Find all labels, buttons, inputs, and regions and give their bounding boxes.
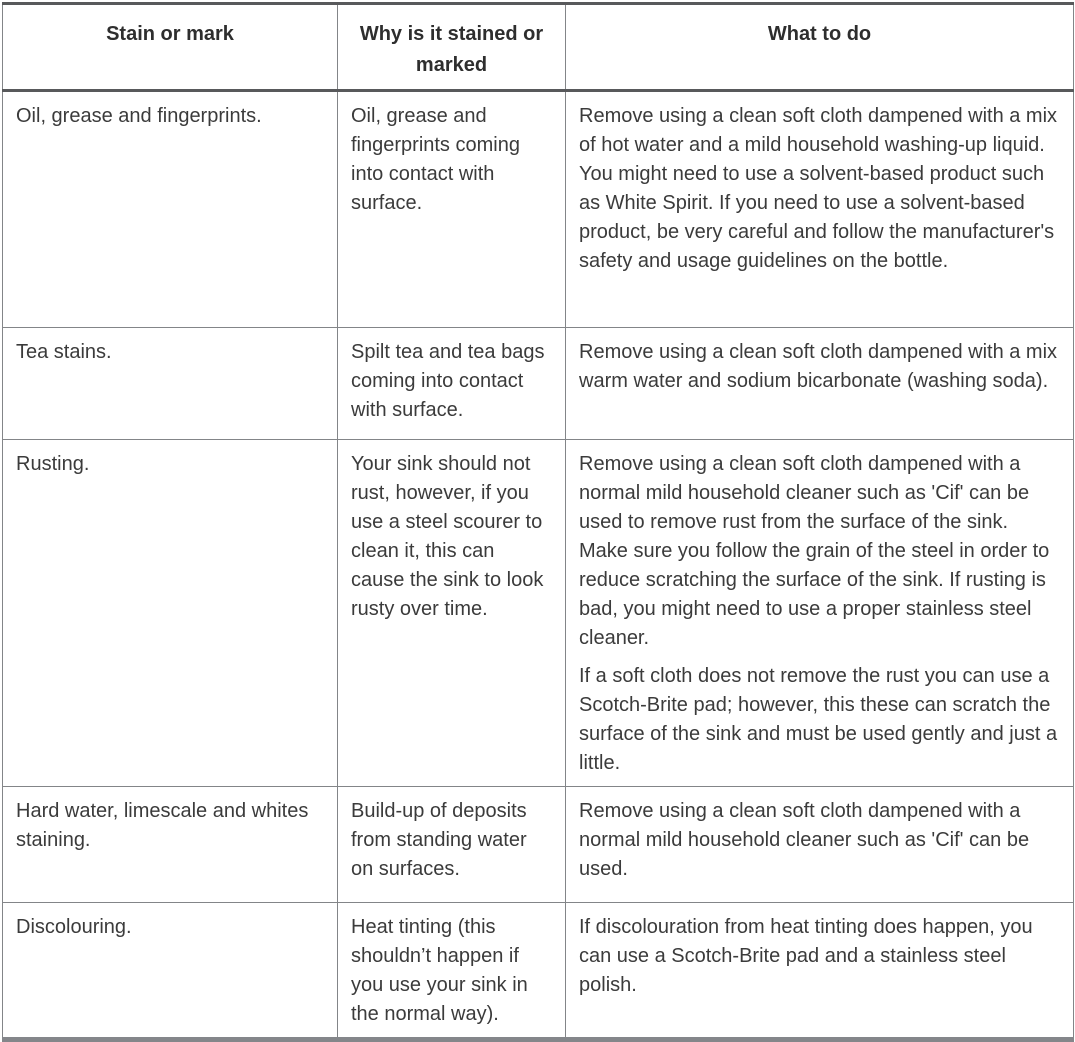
header-stain-or-mark: Stain or mark	[3, 4, 338, 91]
stain-text: Hard water, limescale and whites staining.	[16, 800, 309, 851]
header-what-to-do: What to do	[566, 4, 1074, 91]
why-text: Heat tinting (this shouldn’t happen if you use your sink in the normal way).	[351, 916, 528, 1025]
stain-text: Tea stains.	[16, 341, 112, 363]
why-cell	[338, 91, 566, 328]
what-cell	[566, 787, 1074, 903]
why-text: Build-up of deposits from standing water on surfaces.	[351, 800, 527, 880]
why-cell	[338, 440, 566, 787]
what-paragraph: If a soft cloth does not remove the rust you can use a Scotch-Brite pad; however, this these can scratch the surface of the sink and must be used gently and just a little.	[579, 665, 1058, 774]
stain-cell	[3, 91, 338, 328]
stain-care-table	[2, 2, 1074, 1042]
table-row	[3, 91, 1074, 328]
table-row	[3, 440, 1074, 787]
what-paragraph: Remove using a clean soft cloth dampened with a mix of hot water and a mild household washing-up liquid. You might need to use a solvent-based product such as White Spirit. If you need to use a solvent-based product, be very careful and follow the manufacturer's safety and usage guidelines on the bottle.	[579, 105, 1058, 272]
what-cell	[566, 903, 1074, 1040]
table-row	[3, 787, 1074, 903]
stain-text: Oil, grease and fingerprints.	[16, 105, 262, 127]
table-header-row	[3, 4, 1074, 91]
why-text: Spilt tea and tea bags coming into contact with surface.	[351, 341, 545, 421]
stain-cell	[3, 328, 338, 440]
table-row	[3, 328, 1074, 440]
why-text: Oil, grease and fingerprints coming into contact with surface.	[351, 105, 520, 214]
what-cell	[566, 440, 1074, 787]
table-row	[3, 903, 1074, 1040]
stain-text: Discolouring.	[16, 916, 132, 938]
why-cell	[338, 328, 566, 440]
stain-text: Rusting.	[16, 453, 90, 475]
why-cell	[338, 787, 566, 903]
what-paragraph: Remove using a clean soft cloth dampened with a normal mild household cleaner such as 'Cif' can be used to remove rust from the surface of the sink. Make sure you follow the grain of the steel in order to reduce scratching the surface of the sink. If rusting is bad, you might need to use a proper stainless steel cleaner.	[579, 453, 1050, 649]
stain-cell	[3, 903, 338, 1040]
what-paragraph: Remove using a clean soft cloth dampened with a mix warm water and sodium bicarbonate (washing soda).	[579, 341, 1058, 392]
what-cell	[566, 91, 1074, 328]
what-paragraph: Remove using a clean soft cloth dampened with a normal mild household cleaner such as 'Cif' can be used.	[579, 800, 1030, 880]
why-text: Your sink should not rust, however, if you use a steel scourer to clean it, this can cause the sink to look rusty over time.	[351, 453, 544, 620]
stain-cell	[3, 440, 338, 787]
what-cell	[566, 328, 1074, 440]
why-cell	[338, 903, 566, 1040]
stain-cell	[3, 787, 338, 903]
what-paragraph: If discolouration from heat tinting does happen, you can use a Scotch-Brite pad and a stainless steel polish.	[579, 916, 1033, 996]
header-why-stained: Why is it stained or marked	[338, 4, 566, 91]
